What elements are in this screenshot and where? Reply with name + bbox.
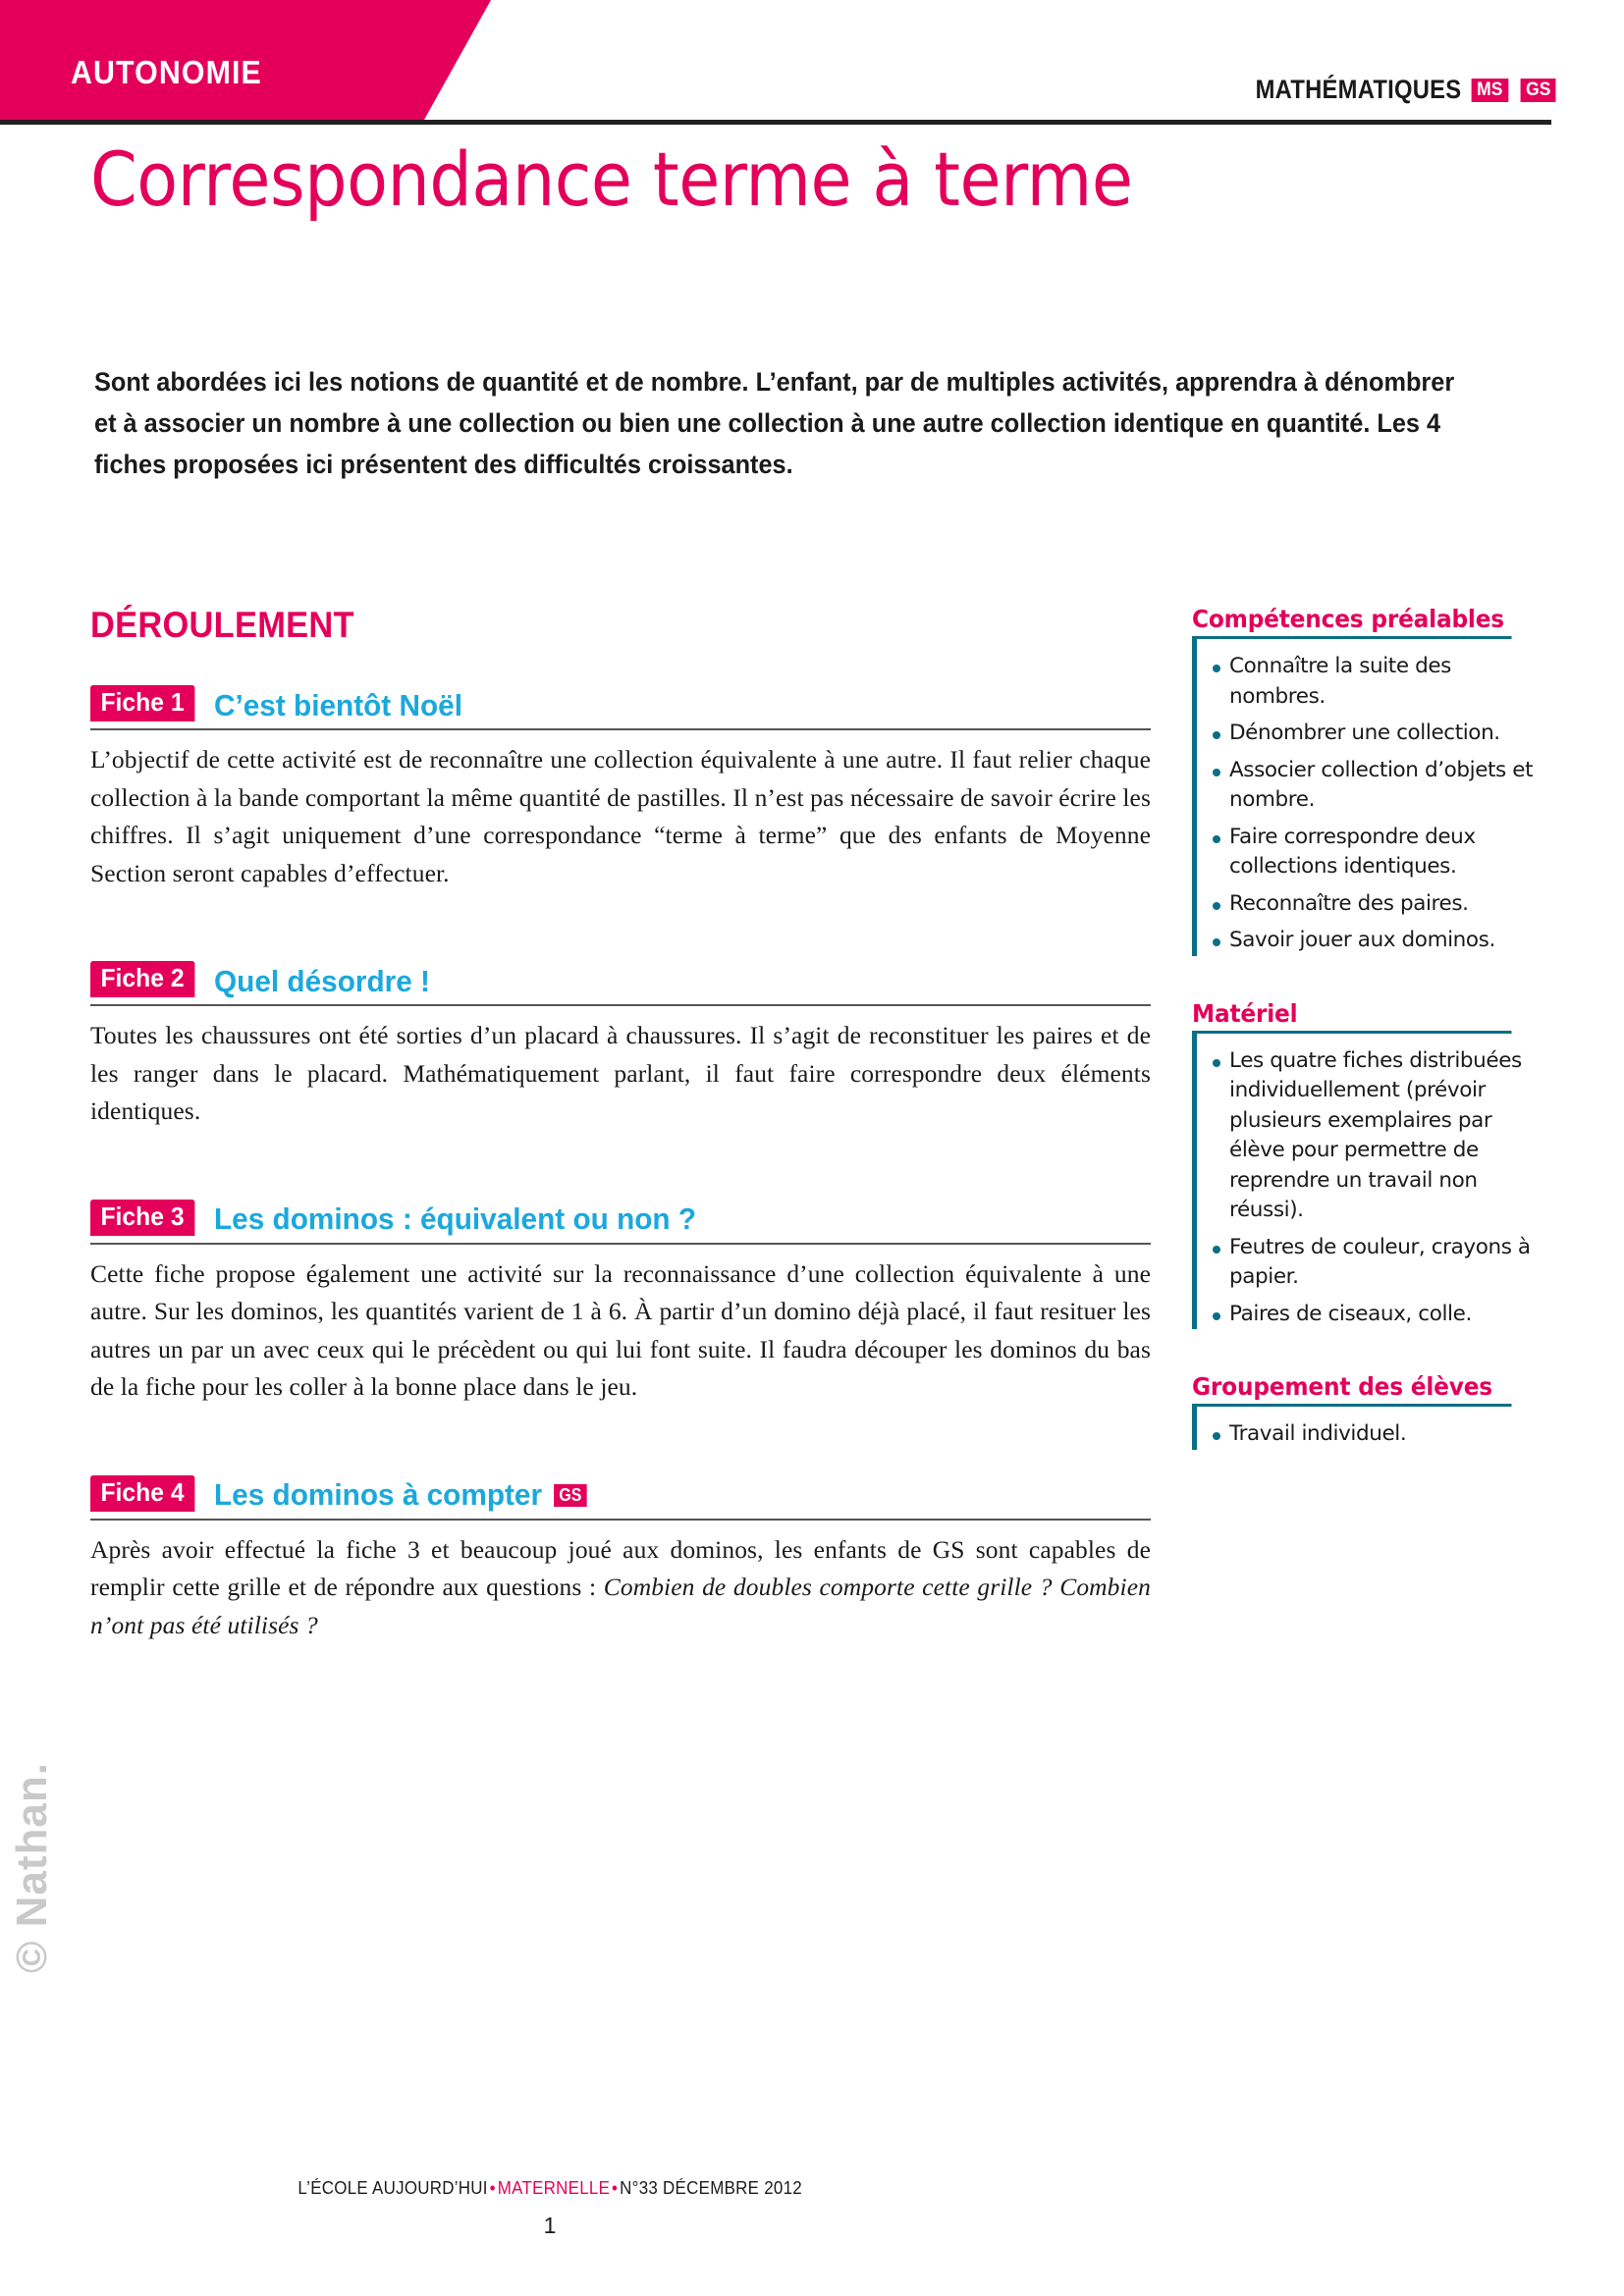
fiche-body-4 xyxy=(90,1531,1151,1645)
fiche-header-1 xyxy=(90,685,1151,730)
intro-paragraph: Sont abordées ici les notions de quantité et de nombre. L’enfant, par de multiples activités, apprendra à dénombrer et à associer un nombre à une collection ou bien une collection à une autre collection identique en quantité. Les 4 fiches proposées ici présentent des difficultés croissantes. xyxy=(94,367,1455,479)
list-item: Faire correspondre deux collections identiques. xyxy=(1211,823,1536,882)
list-item: Associer collection d’objets et nombre. xyxy=(1211,756,1536,816)
publisher-watermark: © Nathan. xyxy=(8,1762,56,1973)
fiche-badge-2: Fiche 2 xyxy=(90,961,194,997)
sidebar-list-competences xyxy=(1192,639,1536,956)
page-footer xyxy=(0,2178,1100,2239)
page-header xyxy=(0,0,1624,130)
list-item: Dénombrer une collection. xyxy=(1211,719,1536,749)
header-divider xyxy=(0,120,1551,125)
category-label: AUTONOMIE xyxy=(71,54,262,90)
deroulement-heading: DÉROULEMENT xyxy=(90,605,354,645)
footer-citation xyxy=(298,2178,802,2199)
sidebar-section-materiel xyxy=(1192,999,1536,1330)
subject-group xyxy=(1227,75,1557,105)
footer-magazine: MATERNELLE xyxy=(497,2178,610,2198)
list-item: Les quatre fiches distribuées individuellement (prévoir plusieurs exemplaires par élève pour permettre de reprendre un travail non réussi). xyxy=(1211,1046,1536,1226)
fiche-header-3 xyxy=(90,1200,1151,1245)
footer-separator-1: • xyxy=(489,2178,496,2198)
sidebar-heading-competences: Compétences préalables xyxy=(1192,605,1512,639)
fiche-body-4-prefix: Après avoir effectué la fiche 3 et beaucoup joué aux dominos, les enfants de GS sont capables de remplir cette grille et de répondre aux questions : xyxy=(90,1534,1151,1602)
fiche-badge-4: Fiche 4 xyxy=(90,1475,194,1512)
list-item: Feutres de couleur, crayons à papier. xyxy=(1211,1233,1536,1293)
footer-separator-2: • xyxy=(611,2178,619,2198)
main-content-column xyxy=(90,605,1151,1652)
fiche-body-2: Toutes les chaussures ont été sorties d’un placard à chaussures. Il s’agit de reconstituer les paires et de les ranger dans le placard. Mathématiquement parlant, il faut faire correspondre deux éléments identiques. xyxy=(90,1021,1151,1126)
list-item: Paires de ciseaux, colle. xyxy=(1211,1300,1536,1330)
sidebar-heading-materiel: Matériel xyxy=(1192,999,1512,1034)
level-badge-gs: GS xyxy=(1520,79,1555,102)
fiche-body-4-questions: Combien de doubles comporte cette grille ? Combien n’ont pas été utilisés ? xyxy=(90,1573,1151,1639)
fiche-block-2 xyxy=(90,961,1151,1131)
list-item: Connaître la suite des nombres. xyxy=(1211,652,1536,712)
subject-label: MATHÉMATIQUES xyxy=(1255,75,1462,104)
level-badge-ms: MS xyxy=(1472,79,1508,102)
sidebar-section-competences xyxy=(1192,605,1536,956)
fiche-body-3: Cette fiche propose également une activité sur la reconnaissance d’une collection équivalente à une autre. Sur les dominos, les quantités varient de 1 à 6. À partir d’un domino déjà placé, il faut resituer les autres un par un avec ceux qui le précèdent ou qui lui font suite. Il faudra découper les dominos du bas de la fiche pour les coller à la bonne place dans le jeu. xyxy=(90,1258,1151,1402)
fiche-title-4 xyxy=(214,1479,588,1512)
list-item: Travail individuel. xyxy=(1211,1419,1536,1450)
fiche-level-badge-gs: GS xyxy=(554,1484,587,1507)
sidebar-list-groupement xyxy=(1192,1407,1536,1450)
fiche-badge-3: Fiche 3 xyxy=(90,1200,194,1236)
sidebar-section-groupement xyxy=(1192,1372,1536,1450)
fiche-header-2 xyxy=(90,961,1151,1006)
list-item: Reconnaître des paires. xyxy=(1211,889,1536,920)
fiche-badge-1: Fiche 1 xyxy=(90,685,194,721)
fiche-title-4-text: Les dominos à compter xyxy=(213,1477,542,1513)
fiche-block-3 xyxy=(90,1200,1151,1407)
list-item: Savoir jouer aux dominos. xyxy=(1211,926,1536,956)
footer-issue: N°33 DÉCEMBRE 2012 xyxy=(619,2178,802,2198)
fiche-block-4 xyxy=(90,1475,1151,1645)
sidebar-list-materiel xyxy=(1192,1034,1536,1330)
sidebar xyxy=(1192,605,1536,1477)
fiche-block-1 xyxy=(90,685,1151,892)
page-title: Correspondance terme à terme xyxy=(90,135,1133,223)
fiche-title-3: Les dominos : équivalent ou non ? xyxy=(213,1201,696,1237)
fiche-body-1: L’objectif de cette activité est de reconnaître une collection équivalente à une autre. Il faut relier chaque collection à la bande comportant la même quantité de pastilles. Il n’est pas nécessaire de savoir écrire les chiffres. Il s’agit uniquement d’une correspondance “terme à terme” que des enfants de Moyenne Section seront capables d’effectuer. xyxy=(90,745,1151,887)
footer-publication: L’ÉCOLE AUJOURD’HUI xyxy=(298,2178,488,2198)
sidebar-heading-groupement: Groupement des élèves xyxy=(1192,1372,1512,1407)
fiche-header-4 xyxy=(90,1475,1151,1521)
fiche-title-2: Quel désordre ! xyxy=(213,963,430,998)
page-number: 1 xyxy=(543,2213,557,2238)
fiche-title-1: C’est bientôt Noël xyxy=(213,687,462,722)
